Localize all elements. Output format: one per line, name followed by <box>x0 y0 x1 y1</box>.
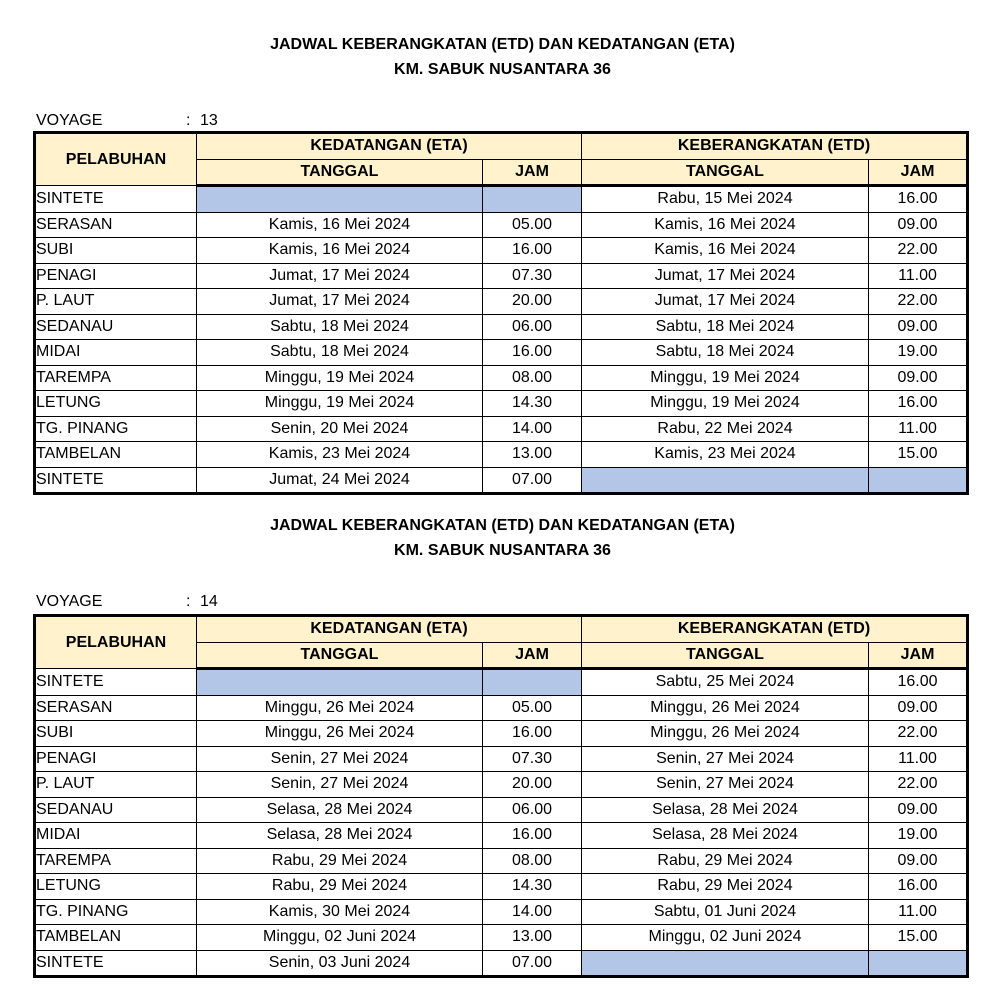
arrival-date-cell: Sabtu, 18 Mei 2024 <box>197 340 483 366</box>
table-row <box>35 186 968 213</box>
header-arrival-date: TANGGAL <box>197 642 483 669</box>
header-port: PELABUHAN <box>35 616 197 669</box>
port-cell: SUBI <box>35 721 197 747</box>
schedule-rows <box>35 669 968 977</box>
table-row <box>35 238 968 264</box>
ship-name: KM. SABUK NUSANTARA 36 <box>394 542 611 559</box>
departure-time-cell: 15.00 <box>869 925 968 951</box>
arrival-date-cell: Selasa, 28 Mei 2024 <box>197 797 483 823</box>
port-cell: PENAGI <box>35 746 197 772</box>
arrival-date-cell: Senin, 27 Mei 2024 <box>197 746 483 772</box>
port-cell: SUBI <box>35 238 197 264</box>
departure-time-cell: 15.00 <box>869 442 968 468</box>
departure-date-cell: Kamis, 16 Mei 2024 <box>582 238 869 264</box>
header-arrival-time: JAM <box>483 642 582 669</box>
arrival-time-cell: 16.00 <box>483 238 582 264</box>
departure-time-cell: 22.00 <box>869 289 968 315</box>
table-row <box>35 772 968 798</box>
table-row <box>35 289 968 315</box>
arrival-date-cell: Jumat, 17 Mei 2024 <box>197 289 483 315</box>
arrival-date-cell: Kamis, 30 Mei 2024 <box>197 899 483 925</box>
port-cell: SINTETE <box>35 669 197 696</box>
departure-date-cell: Sabtu, 01 Juni 2024 <box>582 899 869 925</box>
table-row <box>35 340 968 366</box>
departure-time-cell: 22.00 <box>869 772 968 798</box>
departure-date-cell: Senin, 27 Mei 2024 <box>582 772 869 798</box>
arrival-time-cell: 07.30 <box>483 746 582 772</box>
table-row <box>35 442 968 468</box>
arrival-date-cell: Minggu, 26 Mei 2024 <box>197 695 483 721</box>
departure-time-cell: 09.00 <box>869 314 968 340</box>
arrival-time-cell: 20.00 <box>483 772 582 798</box>
departure-date-cell: Rabu, 29 Mei 2024 <box>582 848 869 874</box>
voyage-line <box>36 592 218 612</box>
arrival-time-cell: 05.00 <box>483 695 582 721</box>
departure-time-cell: 16.00 <box>869 669 968 696</box>
table-row <box>35 212 968 238</box>
arrival-time-cell <box>483 669 582 696</box>
voyage-colon: : <box>186 593 191 610</box>
voyage-label: VOYAGE <box>36 112 103 129</box>
schedule-table <box>33 131 969 495</box>
arrival-time-cell: 14.30 <box>483 874 582 900</box>
arrival-time-cell <box>483 186 582 213</box>
departure-date-cell: Minggu, 19 Mei 2024 <box>582 365 869 391</box>
departure-date-cell: Kamis, 23 Mei 2024 <box>582 442 869 468</box>
arrival-date-cell: Senin, 27 Mei 2024 <box>197 772 483 798</box>
arrival-date-cell: Kamis, 16 Mei 2024 <box>197 238 483 264</box>
arrival-date-cell: Rabu, 29 Mei 2024 <box>197 848 483 874</box>
departure-date-cell <box>582 467 869 494</box>
port-cell: SEDANAU <box>35 314 197 340</box>
departure-date-cell: Senin, 27 Mei 2024 <box>582 746 869 772</box>
table-row <box>35 263 968 289</box>
arrival-time-cell: 07.00 <box>483 467 582 494</box>
schedule-rows <box>35 186 968 494</box>
departure-time-cell: 09.00 <box>869 695 968 721</box>
arrival-date-cell: Kamis, 16 Mei 2024 <box>197 212 483 238</box>
departure-date-cell: Jumat, 17 Mei 2024 <box>582 263 869 289</box>
departure-time-cell: 09.00 <box>869 365 968 391</box>
port-cell: SEDANAU <box>35 797 197 823</box>
port-cell: SINTETE <box>35 950 197 977</box>
table-row <box>35 467 968 494</box>
schedule-title: JADWAL KEBERANGKATAN (ETD) DAN KEDATANGAN (ETA) <box>270 36 735 53</box>
voyage-number: 13 <box>200 112 218 129</box>
arrival-date-cell: Selasa, 28 Mei 2024 <box>197 823 483 849</box>
header-departure-time: JAM <box>869 642 968 669</box>
port-cell: LETUNG <box>35 391 197 417</box>
departure-date-cell: Minggu, 26 Mei 2024 <box>582 721 869 747</box>
departure-time-cell: 22.00 <box>869 721 968 747</box>
arrival-time-cell: 07.30 <box>483 263 582 289</box>
table-row <box>35 950 968 977</box>
arrival-date-cell: Sabtu, 18 Mei 2024 <box>197 314 483 340</box>
arrival-date-cell: Minggu, 02 Juni 2024 <box>197 925 483 951</box>
header-departure: KEBERANGKATAN (ETD) <box>582 616 968 643</box>
schedule-table <box>33 614 969 978</box>
departure-time-cell: 09.00 <box>869 848 968 874</box>
departure-date-cell: Minggu, 26 Mei 2024 <box>582 695 869 721</box>
table-row <box>35 695 968 721</box>
arrival-date-cell: Minggu, 19 Mei 2024 <box>197 391 483 417</box>
header-departure: KEBERANGKATAN (ETD) <box>582 133 968 160</box>
departure-time-cell: 22.00 <box>869 238 968 264</box>
arrival-date-cell: Minggu, 19 Mei 2024 <box>197 365 483 391</box>
arrival-time-cell: 16.00 <box>483 823 582 849</box>
arrival-time-cell: 06.00 <box>483 314 582 340</box>
voyage-colon: : <box>186 112 191 129</box>
header-port: PELABUHAN <box>35 133 197 186</box>
port-cell: MIDAI <box>35 823 197 849</box>
arrival-time-cell: 14.00 <box>483 899 582 925</box>
departure-time-cell: 11.00 <box>869 746 968 772</box>
port-cell: PENAGI <box>35 263 197 289</box>
port-cell: SERASAN <box>35 212 197 238</box>
arrival-time-cell: 16.00 <box>483 340 582 366</box>
header-departure-date: TANGGAL <box>582 642 869 669</box>
arrival-time-cell: 13.00 <box>483 925 582 951</box>
departure-date-cell: Sabtu, 18 Mei 2024 <box>582 340 869 366</box>
arrival-date-cell: Jumat, 17 Mei 2024 <box>197 263 483 289</box>
departure-date-cell: Jumat, 17 Mei 2024 <box>582 289 869 315</box>
header-departure-date: TANGGAL <box>582 159 869 186</box>
voyage-label: VOYAGE <box>36 593 103 610</box>
port-cell: SERASAN <box>35 695 197 721</box>
arrival-time-cell: 14.30 <box>483 391 582 417</box>
ship-name: KM. SABUK NUSANTARA 36 <box>394 61 611 78</box>
voyage-number: 14 <box>200 593 218 610</box>
port-cell: TAREMPA <box>35 365 197 391</box>
arrival-time-cell: 16.00 <box>483 721 582 747</box>
departure-time-cell: 11.00 <box>869 263 968 289</box>
arrival-date-cell: Senin, 20 Mei 2024 <box>197 416 483 442</box>
schedule-title: JADWAL KEBERANGKATAN (ETD) DAN KEDATANGAN (ETA) <box>270 517 735 534</box>
port-cell: P. LAUT <box>35 772 197 798</box>
departure-date-cell: Selasa, 28 Mei 2024 <box>582 797 869 823</box>
departure-time-cell: 19.00 <box>869 340 968 366</box>
table-row <box>35 391 968 417</box>
arrival-date-cell: Rabu, 29 Mei 2024 <box>197 874 483 900</box>
arrival-date-cell: Jumat, 24 Mei 2024 <box>197 467 483 494</box>
port-cell: MIDAI <box>35 340 197 366</box>
port-cell: TG. PINANG <box>35 899 197 925</box>
header-arrival: KEDATANGAN (ETA) <box>197 616 582 643</box>
departure-date-cell: Rabu, 29 Mei 2024 <box>582 874 869 900</box>
port-cell: TAMBELAN <box>35 925 197 951</box>
arrival-time-cell: 20.00 <box>483 289 582 315</box>
departure-time-cell: 19.00 <box>869 823 968 849</box>
departure-time-cell: 16.00 <box>869 874 968 900</box>
arrival-date-cell: Minggu, 26 Mei 2024 <box>197 721 483 747</box>
header-arrival-time: JAM <box>483 159 582 186</box>
arrival-time-cell: 06.00 <box>483 797 582 823</box>
port-cell: TAREMPA <box>35 848 197 874</box>
departure-date-cell: Minggu, 19 Mei 2024 <box>582 391 869 417</box>
header-arrival-date: TANGGAL <box>197 159 483 186</box>
port-cell: P. LAUT <box>35 289 197 315</box>
departure-date-cell: Rabu, 15 Mei 2024 <box>582 186 869 213</box>
arrival-date-cell: Senin, 03 Juni 2024 <box>197 950 483 977</box>
arrival-time-cell: 08.00 <box>483 365 582 391</box>
departure-time-cell: 11.00 <box>869 899 968 925</box>
departure-date-cell: Selasa, 28 Mei 2024 <box>582 823 869 849</box>
departure-date-cell: Sabtu, 25 Mei 2024 <box>582 669 869 696</box>
table-row <box>35 416 968 442</box>
table-row <box>35 823 968 849</box>
departure-time-cell: 16.00 <box>869 391 968 417</box>
voyage-line <box>36 111 218 131</box>
departure-date-cell <box>582 950 869 977</box>
arrival-time-cell: 08.00 <box>483 848 582 874</box>
arrival-date-cell <box>197 186 483 213</box>
arrival-date-cell <box>197 669 483 696</box>
departure-time-cell <box>869 467 968 494</box>
header-departure-time: JAM <box>869 159 968 186</box>
arrival-date-cell: Kamis, 23 Mei 2024 <box>197 442 483 468</box>
table-row <box>35 669 968 696</box>
table-row <box>35 874 968 900</box>
departure-time-cell: 11.00 <box>869 416 968 442</box>
table-row <box>35 925 968 951</box>
port-cell: SINTETE <box>35 467 197 494</box>
table-row <box>35 721 968 747</box>
table-row <box>35 848 968 874</box>
table-row <box>35 899 968 925</box>
port-cell: TAMBELAN <box>35 442 197 468</box>
departure-date-cell: Sabtu, 18 Mei 2024 <box>582 314 869 340</box>
table-row <box>35 314 968 340</box>
port-cell: SINTETE <box>35 186 197 213</box>
arrival-time-cell: 13.00 <box>483 442 582 468</box>
departure-date-cell: Minggu, 02 Juni 2024 <box>582 925 869 951</box>
port-cell: LETUNG <box>35 874 197 900</box>
departure-time-cell: 09.00 <box>869 212 968 238</box>
port-cell: TG. PINANG <box>35 416 197 442</box>
arrival-time-cell: 05.00 <box>483 212 582 238</box>
table-row <box>35 797 968 823</box>
arrival-time-cell: 14.00 <box>483 416 582 442</box>
departure-date-cell: Kamis, 16 Mei 2024 <box>582 212 869 238</box>
arrival-time-cell: 07.00 <box>483 950 582 977</box>
departure-time-cell <box>869 950 968 977</box>
table-row <box>35 746 968 772</box>
departure-date-cell: Rabu, 22 Mei 2024 <box>582 416 869 442</box>
header-arrival: KEDATANGAN (ETA) <box>197 133 582 160</box>
departure-time-cell: 09.00 <box>869 797 968 823</box>
departure-time-cell: 16.00 <box>869 186 968 213</box>
table-row <box>35 365 968 391</box>
